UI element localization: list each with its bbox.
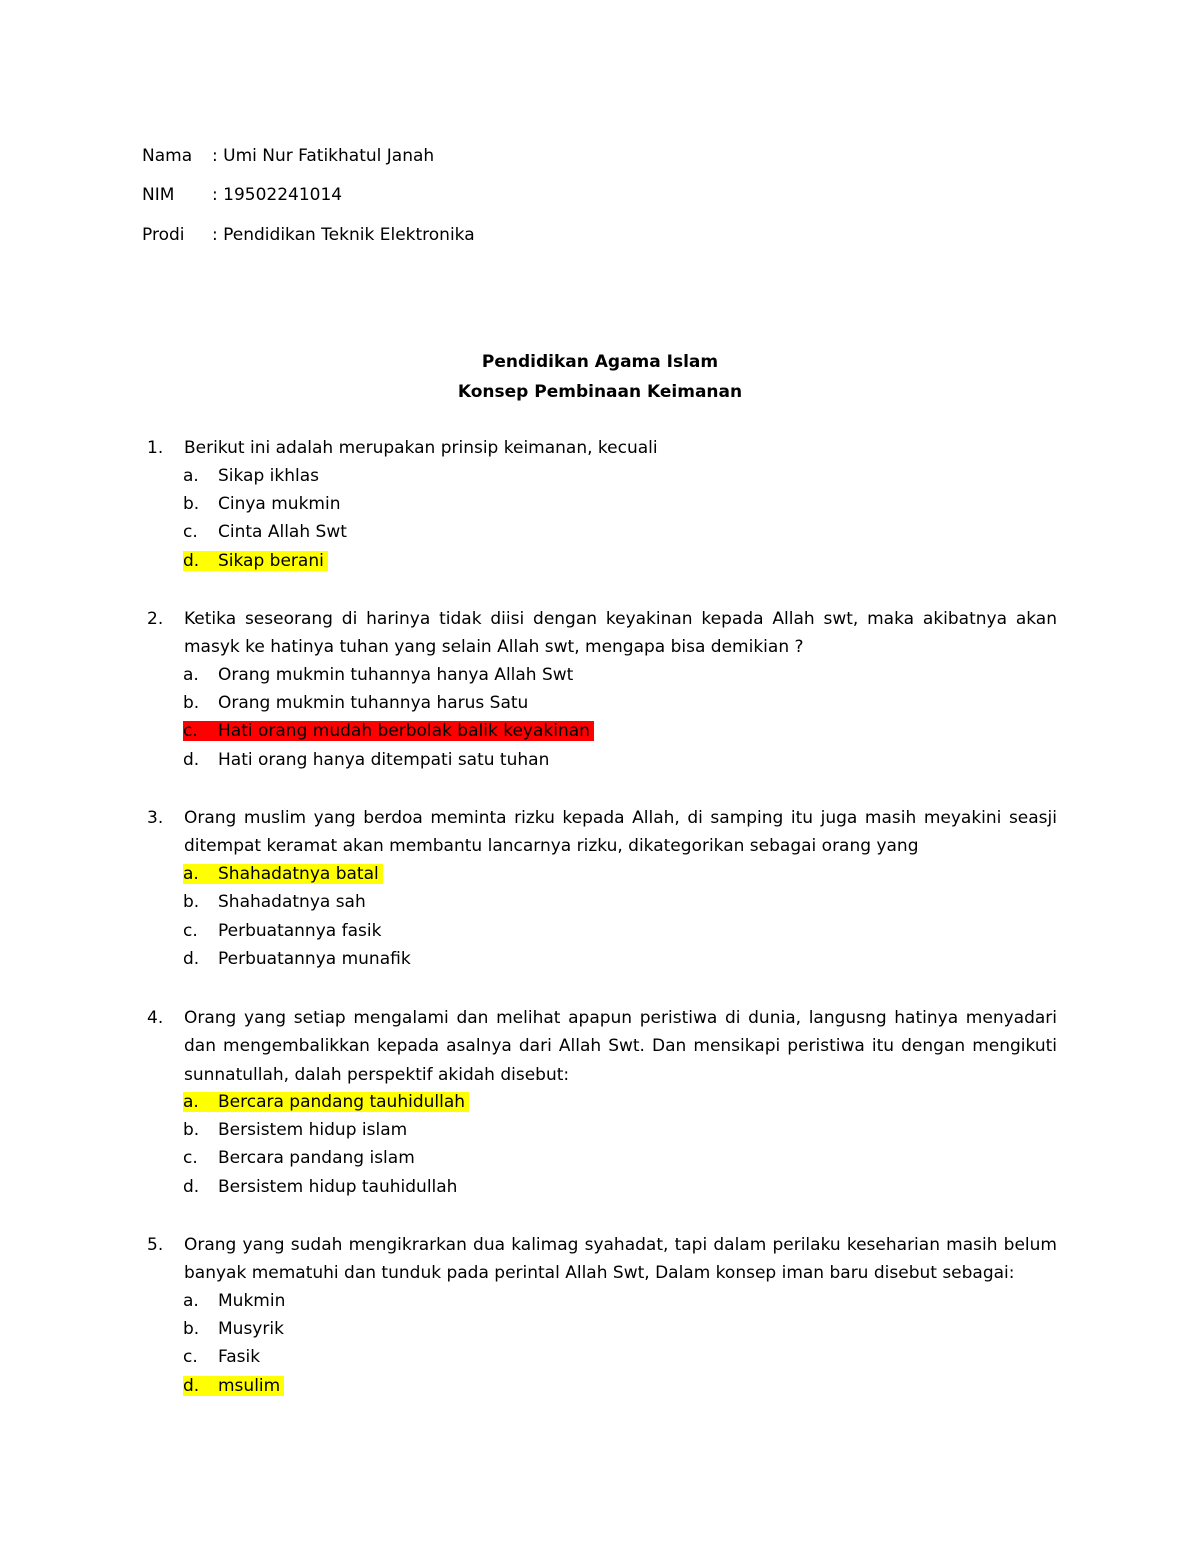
- option-text: Bercara pandang tauhidullah: [218, 1092, 466, 1112]
- answer-highlight: [183, 864, 383, 884]
- option-letter: c.: [183, 1148, 198, 1168]
- question-4-text: Orang yang setiap mengalami dan melihat apapun peristiwa di dunia, langusng hatinya menyadari dan mengembalikkan kepada asalnya dari Allah Swt. Dan mensikapi peristiwa itu dengan mengikuti sunnatullah, dalah perspektif akidah disebut:: [184, 1008, 1057, 1085]
- answer-highlight: [183, 721, 594, 741]
- question-3-option-d: [183, 947, 411, 971]
- option-letter: d.: [183, 1376, 200, 1396]
- option-text: Sikap ikhlas: [218, 466, 320, 486]
- option-letter: a.: [183, 665, 199, 685]
- option-letter: a.: [183, 864, 199, 884]
- question-3-option-b: [183, 890, 366, 914]
- option-text: Sikap berani: [218, 551, 324, 571]
- nim-value: : 19502241014: [212, 185, 343, 205]
- question-1-option-c: [183, 520, 347, 544]
- option-text: Perbuatannya fasik: [218, 921, 382, 941]
- question-5-option-c: [183, 1345, 260, 1369]
- option-text: Cinya mukmin: [218, 494, 341, 514]
- page-title: Pendidikan Agama Islam: [481, 352, 719, 372]
- option-letter: a.: [183, 1092, 199, 1112]
- question-1-text: Berikut ini adalah merupakan prinsip keimanan, kecuali: [184, 438, 658, 458]
- option-text: Bersistem hidup islam: [218, 1120, 408, 1140]
- question-1-option-d-highlighted: [183, 549, 328, 573]
- question-4-option-b: [183, 1118, 407, 1142]
- option-text: Shahadatnya sah: [218, 892, 366, 912]
- option-letter: d.: [183, 1177, 200, 1197]
- question-2-text: Ketika seseorang di harinya tidak diisi dengan keyakinan kepada Allah swt, maka akibatnya akan masyk ke hatinya tuhan yang selain Allah swt, mengapa bisa demikian ?: [184, 609, 1057, 658]
- question-5-text: Orang yang sudah mengikrarkan dua kalimag syahadat, tapi dalam perilaku keseharian masih belum banyak mematuhi dan tunduk pada perintal Allah Swt, Dalam konsep iman baru disebut sebagai:: [184, 1235, 1057, 1284]
- option-letter: d.: [183, 551, 200, 571]
- prodi-row: [142, 223, 475, 247]
- nama-value: : Umi Nur Fatikhatul Janah: [212, 146, 435, 166]
- option-letter: b.: [183, 1319, 200, 1339]
- option-text: Mukmin: [218, 1291, 286, 1311]
- option-letter: a.: [183, 466, 199, 486]
- question-1-option-b: [183, 492, 341, 516]
- option-letter: d.: [183, 949, 200, 969]
- answer-highlight: [183, 1376, 284, 1396]
- question-1-number: 1.: [147, 438, 164, 458]
- question-5-option-a: [183, 1289, 285, 1313]
- option-text: Fasik: [218, 1347, 261, 1367]
- question-1-option-a: [183, 464, 319, 488]
- option-letter: c.: [183, 921, 198, 941]
- question-5-option-d-highlighted: [183, 1374, 284, 1398]
- nama-label: Nama: [142, 146, 193, 166]
- option-text: Hati orang hanya ditempati satu tuhan: [218, 750, 550, 770]
- question-2-number: 2.: [147, 609, 164, 629]
- prodi-label: Prodi: [142, 225, 185, 245]
- answer-highlight: [183, 1092, 469, 1112]
- option-letter: b.: [183, 892, 200, 912]
- question-2-option-b: [183, 691, 528, 715]
- question-5-option-b: [183, 1317, 284, 1341]
- prodi-value: : Pendidikan Teknik Elektronika: [212, 225, 475, 245]
- question-4-option-c: [183, 1146, 415, 1170]
- option-text: Bercara pandang islam: [218, 1148, 415, 1168]
- option-text: Cinta Allah Swt: [218, 522, 347, 542]
- question-5-number: 5.: [147, 1235, 164, 1255]
- question-3-option-a-highlighted: [183, 862, 383, 886]
- option-text: msulim: [218, 1376, 281, 1396]
- option-text: Bersistem hidup tauhidullah: [218, 1177, 458, 1197]
- page-subtitle: Konsep Pembinaan Keimanan: [457, 382, 743, 402]
- option-text: Orang mukmin tuhannya harus Satu: [218, 693, 529, 713]
- nama-row: [142, 144, 434, 168]
- question-2-option-a: [183, 663, 573, 687]
- option-text: Shahadatnya batal: [218, 864, 379, 884]
- question-3-option-c: [183, 919, 381, 943]
- option-text: Musyrik: [218, 1319, 284, 1339]
- option-letter: d.: [183, 750, 200, 770]
- option-letter: c.: [183, 1347, 198, 1367]
- option-text: Hati orang mudah berbolak balik keyakinan: [218, 721, 590, 741]
- nim-row: [142, 183, 342, 207]
- option-letter: c.: [183, 721, 198, 741]
- question-3-number: 3.: [147, 808, 164, 828]
- option-text: Orang mukmin tuhannya hanya Allah Swt: [218, 665, 574, 685]
- option-letter: b.: [183, 1120, 200, 1140]
- option-letter: b.: [183, 693, 200, 713]
- option-letter: a.: [183, 1291, 199, 1311]
- option-text: Perbuatannya munafik: [218, 949, 411, 969]
- option-letter: c.: [183, 522, 198, 542]
- question-3-text: Orang muslim yang berdoa meminta rizku kepada Allah, di samping itu juga masih meyakini seasji ditempat keramat akan membantu lancarnya rizku, dikategorikan sebagai orang yang: [184, 808, 1057, 857]
- option-letter: b.: [183, 494, 200, 514]
- question-2-option-c-highlighted: [183, 719, 594, 743]
- answer-highlight: [183, 551, 328, 571]
- question-4-number: 4.: [147, 1008, 164, 1028]
- question-4-option-d: [183, 1175, 457, 1199]
- question-2-option-d: [183, 748, 549, 772]
- nim-label: NIM: [142, 185, 175, 205]
- question-4-option-a-highlighted: [183, 1090, 469, 1114]
